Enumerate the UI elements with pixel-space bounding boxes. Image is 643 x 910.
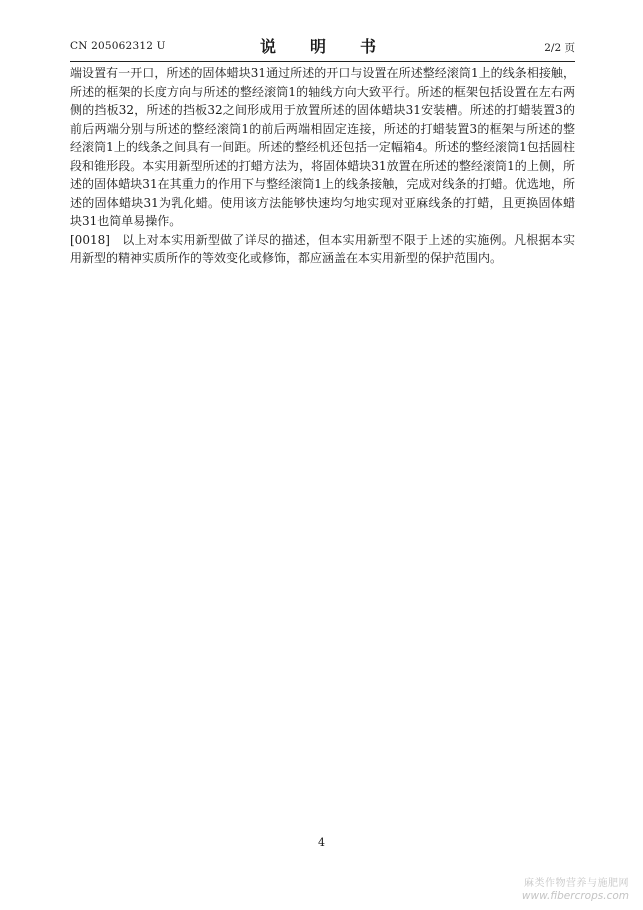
page-number: 4 <box>318 836 325 849</box>
body-paragraph-0018 <box>70 231 575 268</box>
watermark <box>522 877 629 903</box>
document-body <box>70 64 575 268</box>
paragraph-number: [0018] <box>70 232 110 247</box>
watermark-url: www.fibercrops.com <box>521 890 629 902</box>
watermark-site-name: 麻类作物营养与施肥网 <box>524 878 629 889</box>
page-indicator: 2/2 页 <box>544 42 575 54</box>
paragraph-text: 以上对本实用新型做了详尽的描述，但本实用新型不限于上述的实施例。凡根据本实用新型的精神实质所作的等效变化或修饰，都应涵盖在本实用新型的保护范围内。 <box>70 232 575 265</box>
body-paragraph: 端设置有一开口，所述的固体蜡块31通过所述的开口与设置在所述整经滚筒1上的线条相接触，所述的框架的长度方向与所述的整经滚筒1的轴线方向大致平行。所述的框架包括设置在左右两侧的挡板32，所述的挡板32之间形成用于放置所述的固体蜡块31安装槽。所述的打蜡装置3的前后两端分别与所述的整经滚筒1的前后两端相固定连接，所述的打蜡装置3的框架与所述的整经滚筒1上的线条之间具有一间距。所述的整经机还包括一定幅箱4。所述的整经滚筒1包括圆柱段和锥形段。本实用新型所述的打蜡方法为，将固体蜡块31放置在所述的整经滚筒1的上侧，所述的固体蜡块31在其重力的作用下与整经滚筒1上的线条接触，完成对线条的打蜡。优选地，所述的固体蜡块31为乳化蜡。使用该方法能够快速均匀地实现对亚麻线条的打蜡，且更换固体蜡块31也简单易操作。 <box>70 66 575 228</box>
page-header <box>70 34 575 58</box>
header-rule <box>70 61 575 62</box>
patent-number: CN 205062312 U <box>70 40 166 52</box>
document-title: 说 明 书 <box>259 37 385 56</box>
